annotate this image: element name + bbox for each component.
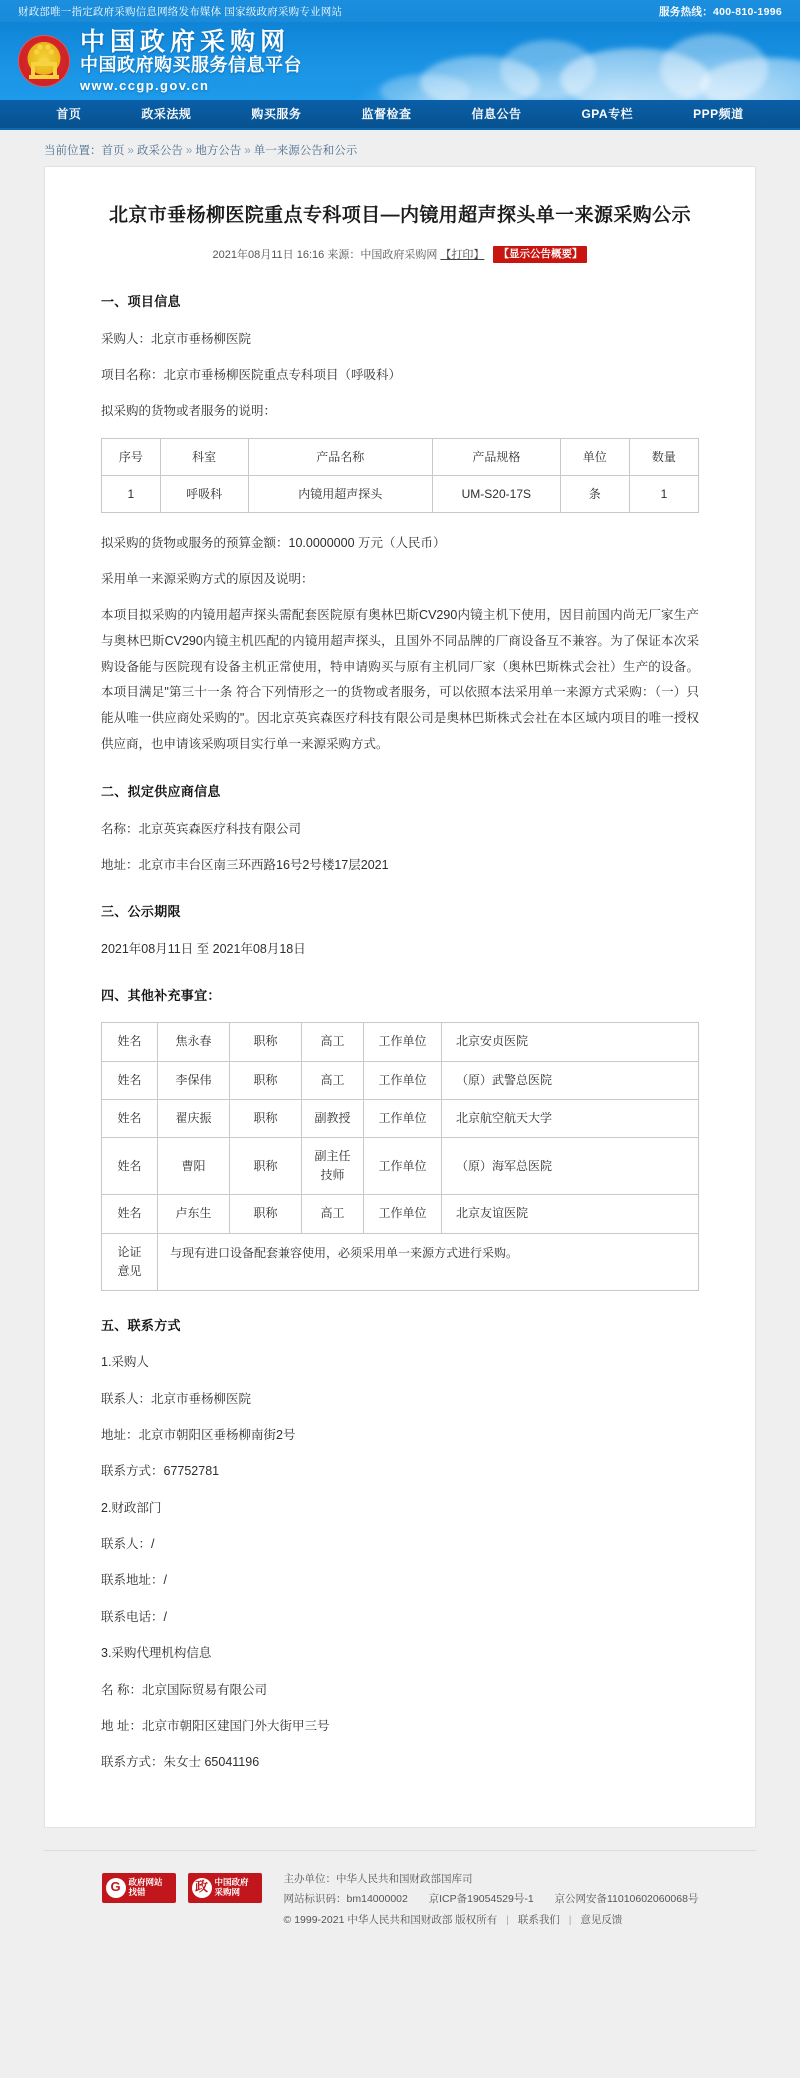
section-heading-supplier: 二、拟定供应商信息 (101, 784, 221, 800)
ccgp-seal-badge[interactable] (188, 1873, 262, 1903)
top-utility-bar (0, 0, 800, 22)
site-slogan: 财政部唯一指定政府采购信息网络发布媒体 国家级政府采购专业网站 (18, 5, 343, 18)
site-subtitle-cn: 中国政府购买服务信息平台 (80, 54, 302, 76)
cell-unit: 条 (560, 475, 629, 512)
footer-icp-link[interactable]: 京ICP备19054529号-1 (428, 1893, 534, 1906)
table-row (102, 1195, 699, 1233)
breadcrumb (0, 130, 800, 166)
finance-contact-address: 联系地址：/ (101, 1573, 167, 1588)
row-label-unit: 工作单位 (364, 1195, 442, 1233)
footer-feedback-link[interactable]: 意见反馈 (580, 1913, 623, 1926)
cell-expert-name: 卢东生 (158, 1195, 230, 1233)
main-navigation (0, 100, 800, 130)
site-footer (0, 1851, 800, 1956)
nav-item-services[interactable]: 购买服务 (251, 107, 302, 121)
opinion-label (102, 1233, 158, 1290)
section-heading-period: 三、公示期限 (101, 904, 181, 920)
product-table (101, 438, 699, 513)
badge2-line2: 采购网 (214, 1886, 241, 1897)
table-row (102, 1137, 699, 1194)
footer-contact-link[interactable]: 联系我们 (517, 1913, 560, 1926)
publicity-period-line: 2021年08月11日 至 2021年08月18日 (101, 941, 306, 956)
opinion-label-line2: 意见 (117, 1263, 142, 1278)
breadcrumb-item-home[interactable]: 首页 (101, 145, 125, 157)
cell-expert-unit: （原）武警总医院 (442, 1061, 699, 1099)
finance-contact-phone: 联系电话：/ (101, 1609, 167, 1624)
row-label-name: 姓名 (102, 1023, 158, 1061)
table-row (102, 1023, 699, 1061)
badge2-line1: 中国政府 (214, 1876, 249, 1887)
single-source-reason-label: 采用单一来源采购方式的原因及说明： (101, 572, 314, 587)
section-heading-contact: 五、联系方式 (101, 1317, 181, 1333)
site-url: www.ccgp.gov.cn (80, 77, 210, 93)
cell-spec: UM-S20-17S (432, 475, 560, 512)
cell-dept: 呼吸科 (160, 475, 248, 512)
table-row-opinion (102, 1233, 699, 1290)
footer-copyright-row: © 1999-2021 中华人民共和国财政部 版权所有 | 联系我们 | 意见反馈 (283, 1913, 623, 1926)
row-label-unit: 工作单位 (364, 1023, 442, 1061)
row-label-name: 姓名 (102, 1061, 158, 1099)
print-link[interactable]: 【打印】 (440, 248, 485, 261)
row-label-title: 职称 (230, 1137, 302, 1194)
supplier-name-line: 名称：北京英宾森医疗科技有限公司 (101, 821, 302, 836)
national-emblem-icon (18, 35, 70, 87)
cell-expert-unit: 北京友谊医院 (442, 1195, 699, 1233)
table-header-row (102, 438, 699, 475)
col-header-dept: 科室 (160, 438, 248, 475)
document-meta (45, 230, 755, 270)
buyer-line: 采购人：北京市垂杨柳医院 (101, 331, 252, 346)
site-banner (0, 22, 800, 100)
cell-expert-unit: 北京安贞医院 (442, 1023, 699, 1061)
goods-description-label: 拟采购的货物或者服务的说明： (101, 404, 277, 419)
service-hotline: 服务热线：400-810-1996 (659, 5, 782, 18)
cell-expert-name: 曹阳 (158, 1137, 230, 1194)
cell-qty: 1 (629, 475, 698, 512)
breadcrumb-separator: » (244, 145, 251, 157)
document-container (44, 166, 756, 1828)
col-header-index: 序号 (102, 438, 161, 475)
seal-icon: 政 (192, 1878, 212, 1898)
table-row (102, 1061, 699, 1099)
opinion-label-line1: 论证 (117, 1244, 142, 1259)
opinion-text: 与现有进口设备配套兼容使用，必须采用单一来源方式进行采购。 (158, 1233, 699, 1290)
footer-police-link[interactable]: 京公网安备11010602060068号 (554, 1893, 699, 1906)
row-label-name: 姓名 (102, 1137, 158, 1194)
report-icon: G (106, 1878, 126, 1898)
buyer-contact-person: 联系人：北京市垂杨柳医院 (101, 1391, 252, 1406)
row-label-title: 职称 (230, 1061, 302, 1099)
document-body (45, 269, 755, 1826)
badge1-line1: 政府网站 (128, 1876, 163, 1887)
nav-item-regulations[interactable]: 政采法规 (141, 107, 192, 121)
cell-expert-name: 李保伟 (158, 1061, 230, 1099)
cell-product: 内镜用超声探头 (248, 475, 432, 512)
show-summary-badge[interactable]: 【显示公告概要】 (493, 246, 587, 263)
col-header-qty: 数量 (629, 438, 698, 475)
section-heading-other-matters: 四、其他补充事宜： (101, 988, 221, 1004)
breadcrumb-item-notices[interactable]: 政采公告 (136, 145, 183, 157)
footer-badges (102, 1869, 262, 1903)
breadcrumb-prefix: 当前位置： (44, 145, 102, 157)
footer-copyright: © 1999-2021 中华人民共和国财政部 版权所有 (283, 1913, 498, 1926)
row-label-title: 职称 (230, 1099, 302, 1137)
section-heading-project-info: 一、项目信息 (101, 294, 181, 310)
contact-group-title-buyer: 1.采购人 (101, 1355, 149, 1370)
contact-group-title-finance: 2.财政部门 (101, 1500, 162, 1515)
document-source: 来源：中国政府采购网 (327, 248, 438, 261)
row-label-name: 姓名 (102, 1195, 158, 1233)
contact-group-title-agency: 3.采购代理机构信息 (101, 1646, 212, 1661)
cell-expert-name: 翟庆振 (158, 1099, 230, 1137)
publish-date: 2021年08月11日 16:16 (212, 248, 325, 261)
nav-item-gpa[interactable]: GPA专栏 (581, 107, 634, 121)
footer-registration (284, 1889, 699, 1909)
supplier-address-line: 地址：北京市丰台区南三环西路16号2号楼17层2021 (101, 857, 389, 872)
col-header-spec: 产品规格 (432, 438, 560, 475)
gov-website-report-badge[interactable] (102, 1873, 176, 1903)
table-row (102, 1099, 699, 1137)
cell-expert-unit: 北京航空航天大学 (442, 1099, 699, 1137)
agency-phone: 联系方式：朱女士 65041196 (101, 1755, 260, 1770)
row-label-unit: 工作单位 (364, 1137, 442, 1194)
budget-line: 拟采购的货物或服务的预算金额：10.0000000 万元（人民币） (101, 535, 446, 550)
cell-expert-title: 副教授 (302, 1099, 364, 1137)
breadcrumb-separator: » (127, 145, 134, 157)
single-source-reason-body: 本项目拟采购的内镜用超声探头需配套医院原有奥林巴斯CV290内镜主机下使用，因目前国内尚无厂家生产与奥林巴斯CV290内镜主机匹配的内镜用超声探头，且国外不同品牌的厂商设备互不兼容。为了保证本次采购设备能与医院现有设备主机正常使用，特申请购买与原有主机同厂家（奥林巴斯株式会社）生产的设备。本项目满足"第三十一条 符合下列情形之一的货物或者服务，可以依照本法采用单一来源方式采购：（一）只能从唯一供应商处采购的"。因北京英宾森医疗科技有限公司是奥林巴斯株式会社在本区域内项目的唯一授权供应商，也申请该采购项目实行单一来源采购方式。 (101, 608, 699, 751)
row-label-unit: 工作单位 (364, 1099, 442, 1137)
row-label-title: 职称 (230, 1023, 302, 1061)
nav-item-home[interactable]: 首页 (56, 107, 82, 121)
nav-item-ppp[interactable]: PPP频道 (693, 107, 744, 121)
footer-organizer: 主办单位：中华人民共和国财政部国库司 (283, 1872, 473, 1885)
buyer-contact-phone: 联系方式：67752781 (101, 1464, 220, 1479)
experts-table (101, 1022, 699, 1291)
row-label-unit: 工作单位 (364, 1061, 442, 1099)
col-header-unit: 单位 (560, 438, 629, 475)
row-label-title: 职称 (230, 1195, 302, 1233)
footer-text (284, 1869, 699, 1930)
cell-expert-title: 高工 (302, 1023, 364, 1061)
badge1-line2: 找错 (128, 1886, 146, 1897)
table-row (102, 475, 699, 512)
breadcrumb-item-local[interactable]: 地方公告 (195, 145, 242, 157)
row-label-name: 姓名 (102, 1099, 158, 1137)
cell-expert-title: 高工 (302, 1061, 364, 1099)
buyer-contact-address: 地址：北京市朝阳区垂杨柳南街2号 (101, 1427, 296, 1442)
breadcrumb-separator: » (185, 145, 193, 157)
cell-expert-name: 焦永春 (158, 1023, 230, 1061)
agency-name: 名 称：北京国际贸易有限公司 (101, 1682, 267, 1697)
agency-address: 地 址：北京市朝阳区建国门外大街甲三号 (101, 1718, 330, 1733)
project-name-line: 项目名称：北京市垂杨柳医院重点专科项目（呼吸科） (101, 367, 402, 382)
nav-item-notices[interactable]: 信息公告 (471, 107, 522, 121)
footer-site-code: 网站标识码：bm14000002 (283, 1893, 408, 1906)
col-header-product: 产品名称 (248, 438, 432, 475)
site-title-cn: 中国政府采购网 (80, 26, 291, 56)
breadcrumb-item-single-source[interactable]: 单一来源公告和公示 (253, 145, 358, 157)
cell-expert-title: 副主任技师 (302, 1137, 364, 1194)
cell-expert-title: 高工 (302, 1195, 364, 1233)
page-title: 北京市垂杨柳医院重点专科项目—内镜用超声探头单一来源采购公示 (108, 205, 691, 226)
finance-contact-person: 联系人：/ (101, 1537, 155, 1552)
cell-index: 1 (102, 475, 161, 512)
nav-item-supervision[interactable]: 监督检查 (361, 107, 412, 121)
cell-expert-unit: （原）海军总医院 (442, 1137, 699, 1194)
